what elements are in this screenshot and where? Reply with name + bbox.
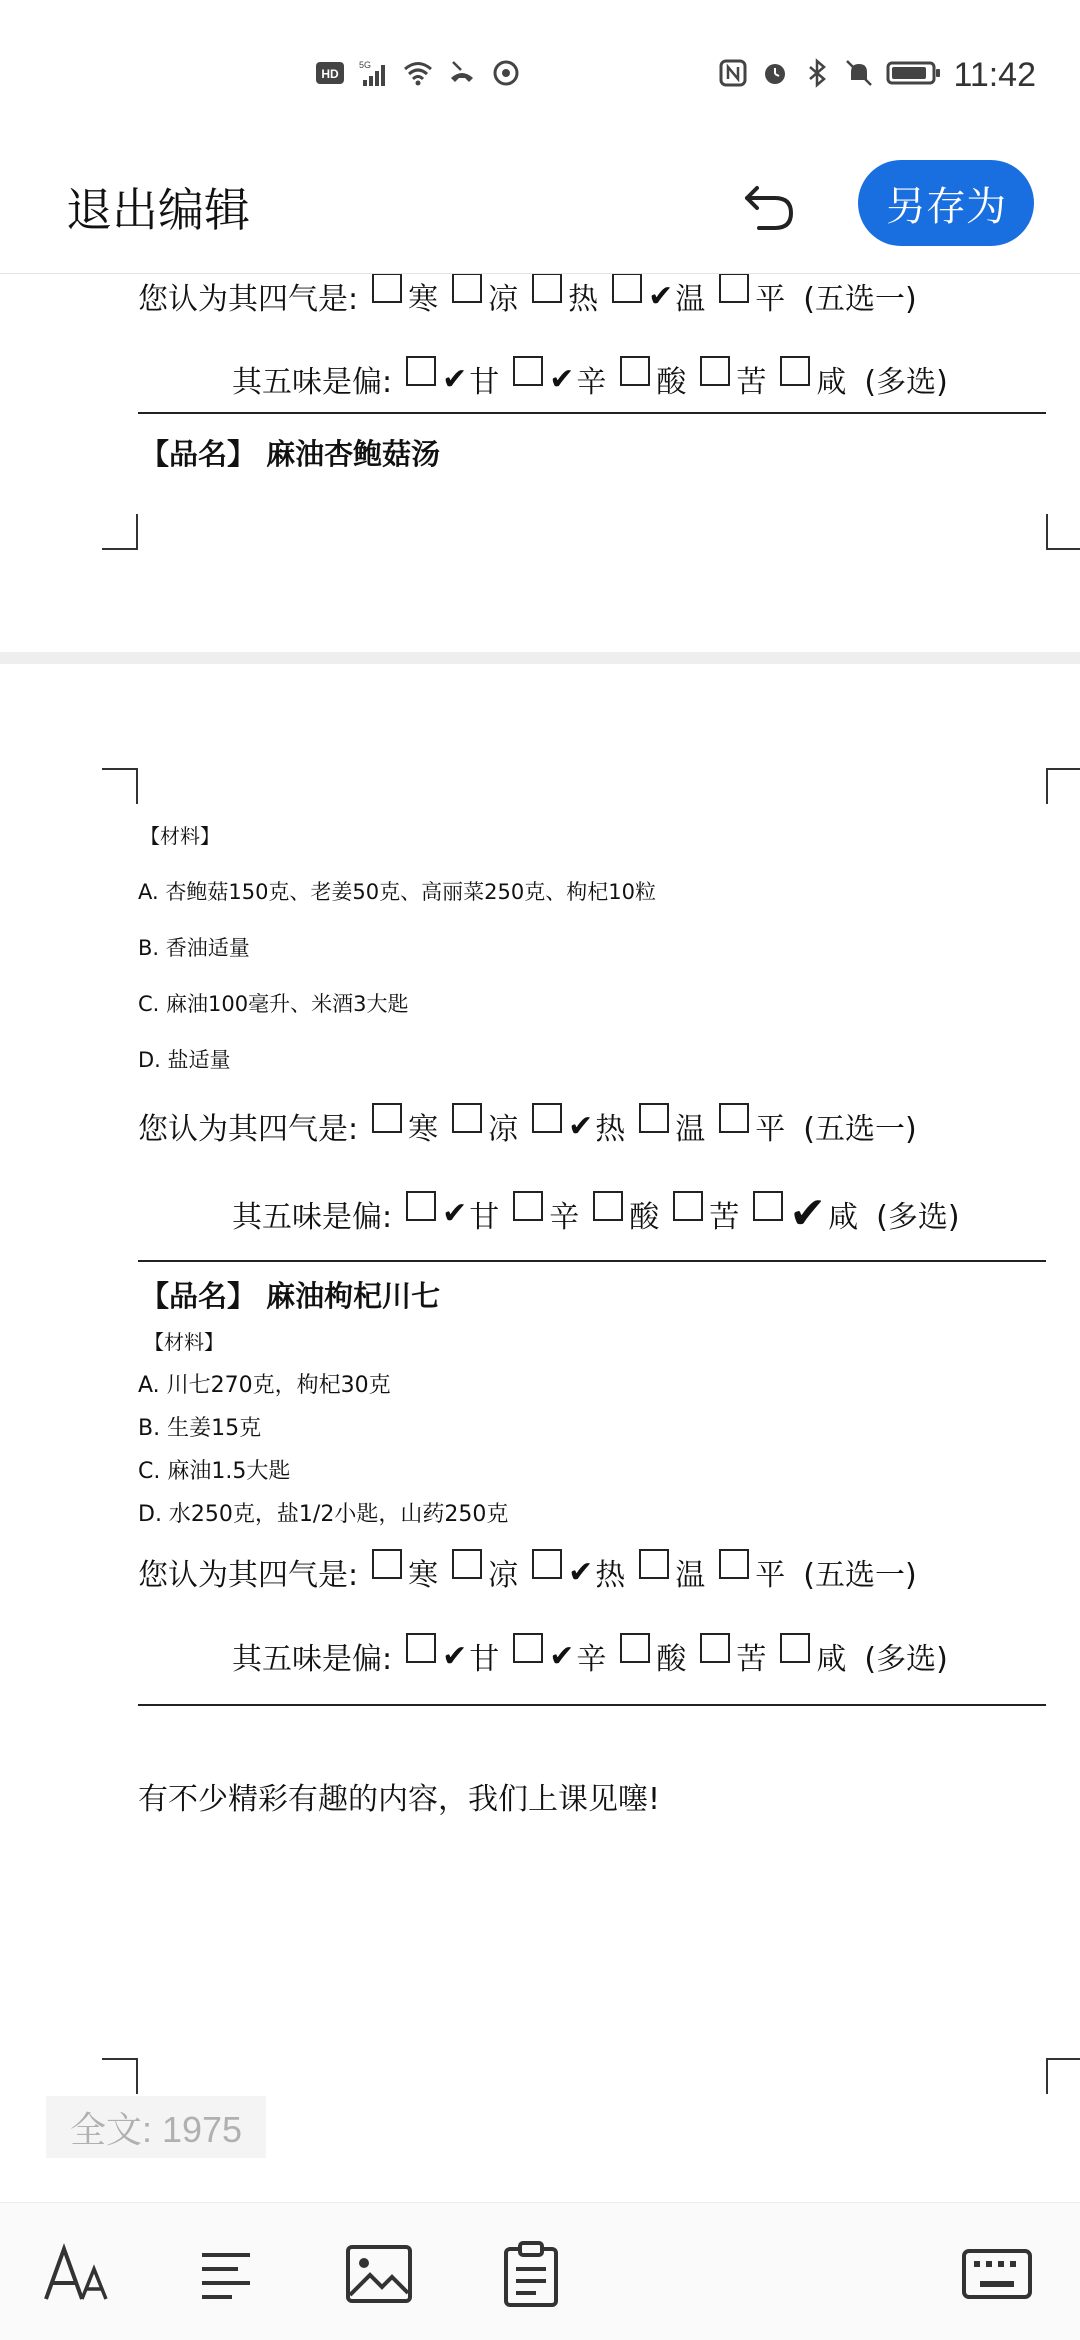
selection-hint: (多选)	[876, 1199, 960, 1235]
clipboard-icon[interactable]	[496, 2239, 566, 2309]
checkbox[interactable]	[673, 1191, 703, 1221]
crop-mark	[102, 514, 138, 550]
page-separator	[0, 652, 1080, 664]
option-label: 平	[755, 1558, 786, 1593]
material-item: B. 香油适量	[138, 936, 250, 960]
document-view[interactable]	[0, 274, 1080, 2202]
material-item: D. 水250克，盐1/2小匙，山药250克	[138, 1502, 509, 1527]
option-label: 苦	[736, 1642, 767, 1677]
option	[452, 1104, 518, 1148]
wuwei-question-row	[232, 1188, 960, 1239]
siqi-question-row	[138, 274, 917, 318]
option	[532, 1550, 625, 1594]
image-icon[interactable]	[344, 2239, 414, 2309]
call-muted-icon	[447, 58, 477, 88]
option	[700, 1634, 766, 1678]
option-label: 苦	[736, 365, 767, 400]
checkbox[interactable]	[612, 274, 642, 303]
mute-icon	[844, 58, 874, 88]
option-label: 温	[675, 282, 706, 317]
option	[452, 1550, 518, 1594]
exit-edit-button[interactable]: 退出编辑	[66, 183, 250, 237]
checkbox[interactable]	[406, 1633, 436, 1663]
option	[532, 274, 598, 318]
checkbox[interactable]	[700, 1633, 730, 1663]
svg-text:HD: HD	[321, 67, 339, 81]
option	[673, 1192, 739, 1236]
checkbox[interactable]	[372, 1103, 402, 1133]
option-label: 咸	[828, 1199, 859, 1235]
option-label: 平	[755, 1112, 786, 1147]
keyboard-icon[interactable]	[962, 2239, 1032, 2309]
checkbox[interactable]	[700, 356, 730, 386]
option	[406, 357, 499, 401]
option	[780, 357, 846, 401]
material-item: C. 麻油100毫升、米酒3大匙	[138, 992, 409, 1016]
material-item: D. 盐适量	[138, 1048, 231, 1072]
save-as-button[interactable]: 另存为	[858, 160, 1034, 246]
check-mark: ✔	[549, 1638, 575, 1674]
product-title: 【品名】 麻油杏鲍菇汤	[140, 437, 441, 471]
checkbox[interactable]	[452, 274, 482, 303]
checkbox[interactable]	[513, 1633, 543, 1663]
selection-hint: (五选一)	[803, 1558, 917, 1593]
location-icon	[491, 58, 521, 88]
option-label: 甘	[469, 365, 500, 400]
option	[593, 1192, 659, 1236]
option-label: 寒	[408, 1558, 439, 1593]
checkbox[interactable]	[452, 1103, 482, 1133]
crop-mark	[1046, 2058, 1080, 2094]
crop-mark	[1046, 514, 1080, 550]
option	[719, 1550, 785, 1594]
checkbox[interactable]	[532, 1103, 562, 1133]
crop-mark	[102, 768, 138, 804]
checkbox[interactable]	[406, 356, 436, 386]
selection-hint: (五选一)	[803, 1112, 917, 1147]
question-label: 其五味是偏:	[232, 365, 393, 400]
word-count: 全文: 1975	[46, 2096, 266, 2158]
option-label: 甘	[469, 1199, 500, 1235]
materials-label: 【材料】	[144, 1330, 224, 1354]
divider	[138, 1260, 1046, 1262]
option	[513, 1192, 579, 1236]
option-label: 甘	[469, 1642, 500, 1677]
status-icons-left	[315, 58, 521, 88]
check-mark: ✔	[442, 361, 468, 397]
option-label: 辛	[576, 365, 607, 400]
material-item: A. 杏鲍菇150克、老姜50克、高丽菜250克、枸杞10粒	[138, 880, 656, 904]
option-label: 温	[675, 1558, 706, 1593]
checkbox[interactable]	[406, 1191, 436, 1221]
check-mark: ✔	[789, 1188, 827, 1239]
checkbox[interactable]	[719, 1549, 749, 1579]
option-label: 辛	[549, 1199, 580, 1235]
option	[719, 274, 785, 318]
checkbox[interactable]	[513, 356, 543, 386]
checkbox[interactable]	[620, 1633, 650, 1663]
checkbox[interactable]	[593, 1191, 623, 1221]
crop-mark	[1046, 768, 1080, 804]
option	[372, 274, 438, 318]
bluetooth-icon	[802, 58, 832, 88]
option	[406, 1192, 499, 1236]
checkbox[interactable]	[639, 1549, 669, 1579]
option-label: 凉	[488, 1112, 519, 1147]
option	[372, 1104, 438, 1148]
status-icons-right	[718, 58, 942, 88]
checkbox[interactable]	[532, 1549, 562, 1579]
checkbox[interactable]	[780, 356, 810, 386]
crop-mark	[102, 2058, 138, 2094]
option-label: 温	[675, 1112, 706, 1147]
option-label: 寒	[408, 282, 439, 317]
divider	[138, 412, 1046, 414]
option-label: 凉	[488, 282, 519, 317]
check-mark: ✔	[442, 1638, 468, 1674]
option-label: 寒	[408, 1112, 439, 1147]
question-label: 其五味是偏:	[232, 1199, 393, 1235]
option	[719, 1104, 785, 1148]
hd-icon	[315, 58, 345, 88]
undo-icon[interactable]	[735, 170, 805, 240]
material-item: C. 麻油1.5大匙	[138, 1459, 291, 1484]
divider	[138, 1704, 1046, 1706]
checkbox[interactable]	[753, 1191, 783, 1221]
app-bar	[0, 150, 1080, 274]
alarm-icon	[760, 58, 790, 88]
signal-5g-icon	[359, 58, 389, 88]
option	[452, 274, 518, 318]
nfc-icon	[718, 58, 748, 88]
option-label: 酸	[629, 1199, 660, 1235]
check-mark: ✔	[442, 1196, 468, 1231]
option	[513, 1634, 606, 1678]
selection-hint: (多选)	[864, 365, 948, 400]
product-title: 【品名】 麻油枸杞川七	[140, 1279, 441, 1313]
checkbox[interactable]	[780, 1633, 810, 1663]
checkbox[interactable]	[532, 274, 562, 303]
selection-hint: (五选一)	[803, 282, 917, 317]
option	[513, 357, 606, 401]
font-size-icon[interactable]	[42, 2239, 112, 2309]
battery-icon	[886, 58, 942, 88]
materials-label: 【材料】	[140, 824, 220, 848]
option	[620, 1634, 686, 1678]
option-label: 苦	[709, 1199, 740, 1235]
siqi-question-row	[138, 1104, 917, 1148]
option	[639, 1104, 705, 1148]
check-mark: ✔	[568, 1108, 594, 1144]
checkbox[interactable]	[513, 1191, 543, 1221]
checkbox[interactable]	[372, 274, 402, 303]
paragraph-icon[interactable]	[192, 2239, 262, 2309]
option	[753, 1188, 858, 1239]
option-label: 热	[595, 1558, 626, 1593]
checkbox[interactable]	[452, 1549, 482, 1579]
option	[780, 1634, 846, 1678]
option-label: 酸	[656, 365, 687, 400]
material-item: A. 川七270克，枸杞30克	[138, 1373, 391, 1398]
question-label: 其五味是偏:	[232, 1642, 393, 1677]
siqi-question-row	[138, 1550, 917, 1594]
option-label: 热	[595, 1112, 626, 1147]
wuwei-question-row	[232, 357, 948, 401]
option	[406, 1634, 499, 1678]
option-label: 热	[568, 282, 599, 317]
material-item: B. 生姜15克	[138, 1416, 262, 1441]
question-label: 您认为其四气是:	[138, 1558, 359, 1593]
option-label: 酸	[656, 1642, 687, 1677]
checkbox[interactable]	[639, 1103, 669, 1133]
check-mark: ✔	[549, 361, 575, 397]
checkbox[interactable]	[719, 1103, 749, 1133]
checkbox[interactable]	[719, 274, 749, 303]
checkbox[interactable]	[620, 356, 650, 386]
closing-text: 有不少精彩有趣的内容，我们上课见噻!	[138, 1782, 661, 1817]
wifi-icon	[403, 58, 433, 88]
option-label: 凉	[488, 1558, 519, 1593]
status-bar	[0, 0, 1080, 150]
selection-hint: (多选)	[864, 1642, 948, 1677]
option	[700, 357, 766, 401]
status-time: 11:42	[953, 56, 1036, 94]
option	[639, 1550, 705, 1594]
option-label: 辛	[576, 1642, 607, 1677]
option	[372, 1550, 438, 1594]
checkbox[interactable]	[372, 1549, 402, 1579]
option-label: 咸	[816, 365, 847, 400]
option-label: 平	[755, 282, 786, 317]
option	[532, 1104, 625, 1148]
wuwei-question-row	[232, 1634, 948, 1678]
option	[612, 274, 705, 318]
svg-text:5G: 5G	[359, 60, 372, 70]
bottom-toolbar	[0, 2202, 1080, 2340]
question-label: 您认为其四气是:	[138, 1112, 359, 1147]
option-label: 咸	[816, 1642, 847, 1677]
question-label: 您认为其四气是:	[138, 282, 359, 317]
option	[620, 357, 686, 401]
check-mark: ✔	[648, 278, 674, 314]
check-mark: ✔	[568, 1554, 594, 1590]
